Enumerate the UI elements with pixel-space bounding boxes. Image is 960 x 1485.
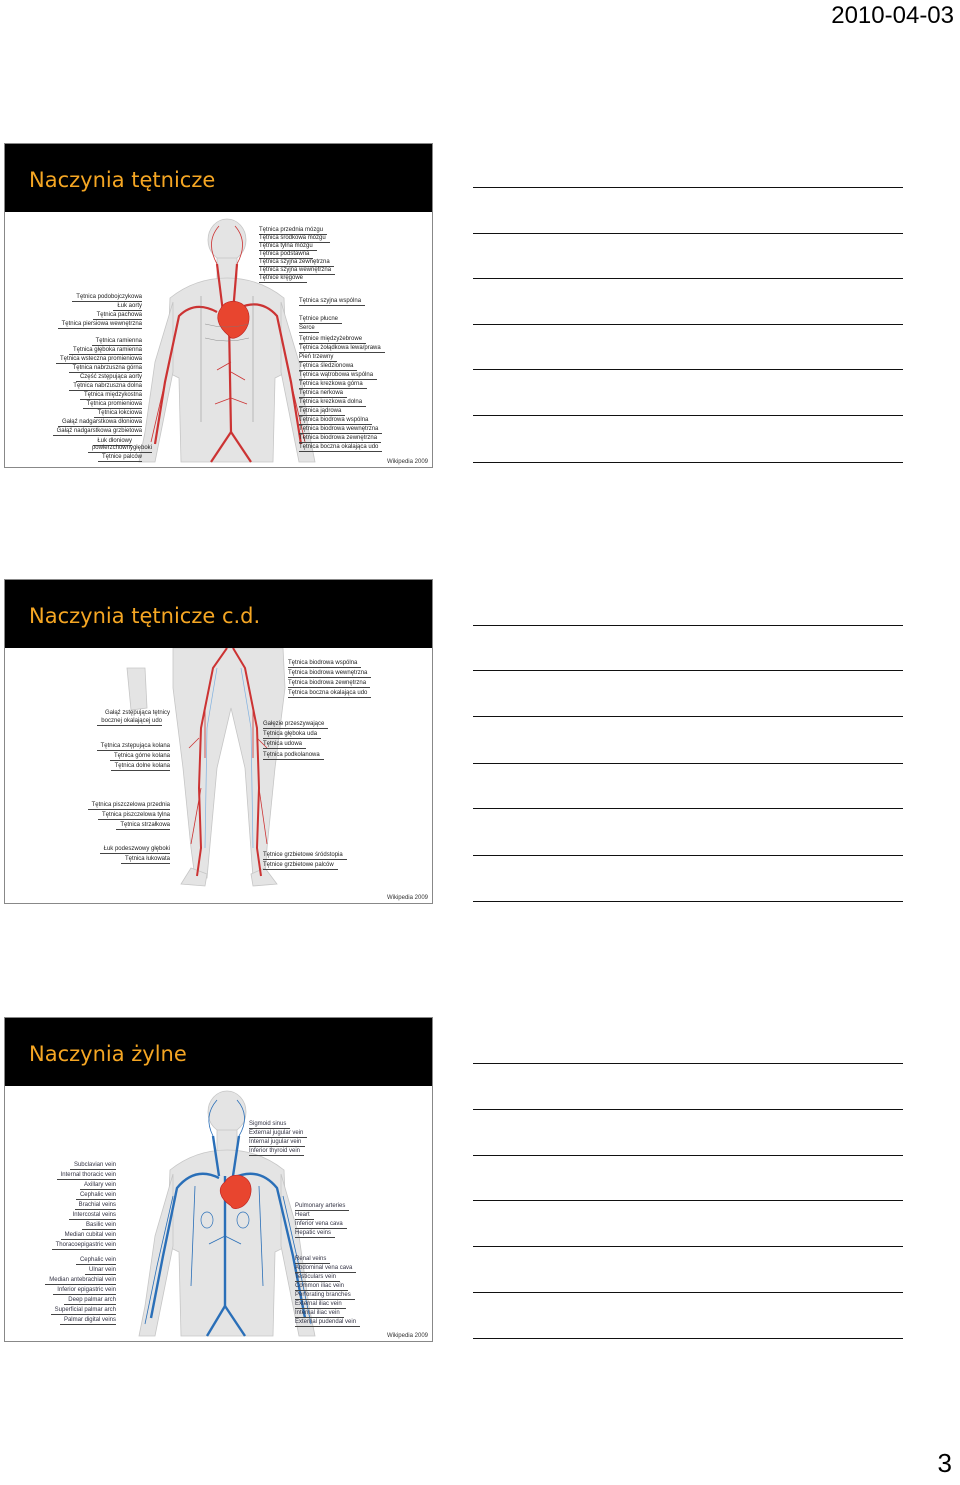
label-tetnica-tylna-mozgu: Tętnica tylna mózgu [259, 243, 313, 249]
label-tetnica-szyjna-wspolna: Tętnica szyjna wspólna [299, 298, 362, 304]
label-biodrowa-wewnetrzna: Tętnica biodrowa wewnętrzna [288, 670, 368, 676]
label-sigmoid-sinus: Sigmoid sinus [249, 1121, 287, 1127]
label-perforating-branches: Perforating branches [295, 1292, 351, 1298]
label-tetnica-ramienna: Tętnica ramienna [95, 338, 142, 344]
label-serce: Serce [299, 325, 315, 331]
note-line [473, 901, 903, 902]
note-line [473, 415, 903, 416]
page-date: 2010-04-03 [831, 2, 954, 29]
label-inferior-thyroid-vein: Inferior thyroid vein [249, 1148, 301, 1154]
label-strzalkowa: Tętnica strzałkowa [120, 822, 170, 828]
label-gleboka-uda: Tętnica głęboka uda [263, 731, 318, 737]
note-line [473, 233, 903, 234]
note-line [473, 1338, 903, 1339]
note-line [473, 1246, 903, 1247]
label-internal-jugular-vein: Internal jugular vein [249, 1139, 302, 1145]
label-tetnica-udowa: Tętnica udowa [263, 741, 303, 747]
slide-title-bar [5, 144, 432, 212]
label-ulnar-vein: Ulnar vein [88, 1267, 116, 1273]
label-external-pudendal-vein: External pudendal vein [295, 1319, 357, 1325]
note-line [473, 187, 903, 188]
page-number: 3 [937, 1448, 952, 1478]
label-tetnica-szyjna-wewnetrzna: Tętnica szyjna wewnętrzna [259, 267, 332, 273]
label-tetnica-piersiowa-wewnetrzna: Tętnica piersiowa wewnętrzna [61, 321, 142, 327]
label-brachial-veins: Brachial veins [78, 1202, 116, 1208]
label-tetnice-palcow: Tętnice palców [101, 454, 142, 460]
note-line [473, 716, 903, 717]
slide-title: Naczynia tętnicze c.d. [29, 604, 261, 628]
label-tetnica-boczna-okalajaca-udo: Tętnica boczna okalająca udo [299, 444, 379, 450]
note-line [473, 1109, 903, 1110]
label-tetnica-podstawna: Tętnica podstawna [259, 251, 310, 257]
label-tetnica-nabrzuszna-gorna: Tętnica nabrzuszna górna [72, 365, 142, 371]
note-line [473, 324, 903, 325]
image-credit: Wikipedia 2009 [386, 459, 428, 465]
label-external-iliac-vein: External iliac vein [295, 1301, 342, 1307]
note-line [473, 1155, 903, 1156]
label-abdominal-vena-cava: Abdominal vena cava [295, 1265, 353, 1271]
label-powierzchowny-gleboki: powierzchownygłęboki [91, 445, 152, 451]
label-galaz-zstepujaca-2: bocznej okalającej udo [101, 718, 162, 724]
slide-title: Naczynia tętnicze [29, 168, 216, 192]
label-tetnica-miedzykostna: Tętnica międzykostna [83, 392, 142, 398]
label-tetnica-krezkowa-gorna: Tętnica krezkowa górna [299, 381, 363, 387]
label-luk-aorty: Łuk aorty [117, 303, 142, 309]
label-galaz-nadgarstkowa-dloniowa: Gałąź nadgarstkowa dłoniowa [61, 419, 142, 425]
slide-veins [4, 1017, 433, 1342]
label-thoracoepigastric-vein: Thoracoepigastric vein [55, 1242, 116, 1248]
label-tetnica-srodkowa-mozgu: Tętnica środkowa mózgu [259, 235, 326, 241]
note-line [473, 763, 903, 764]
label-tetnica-przednia-mozgu: Tętnica przednia mózgu [259, 227, 324, 233]
label-tetnice-kregowe: Tętnice kręgowe [259, 275, 304, 281]
label-cephalic-vein-lower: Cephalic vein [79, 1257, 116, 1263]
label-deep-palmar-arch: Deep palmar arch [68, 1297, 116, 1303]
label-median-cubital-vein: Median cubital vein [64, 1232, 116, 1238]
label-tetnica-gleboka-ramienna: Tętnica głęboka ramienna [72, 347, 142, 353]
label-galaz-nadgarstkowa-grzbietowa: Gałąź nadgarstkowa grzbietowa [56, 428, 142, 434]
label-tetnica-pachowa: Tętnica pachowa [96, 312, 142, 318]
label-internal-iliac-vein: Internal iliac vein [295, 1310, 340, 1316]
label-superficial-palmar-arch: Superficial palmar arch [54, 1307, 116, 1313]
label-inferior-epigastric-vein: Inferior epigastric vein [57, 1287, 116, 1293]
label-axillary-vein: Axillary vein [83, 1182, 116, 1188]
label-biodrowa-wspolna: Tętnica biodrowa wspólna [288, 660, 358, 666]
label-tetnica-watrobowa-wspolna: Tętnica wątrobowa wspólna [299, 372, 374, 378]
slide-arteries [4, 143, 433, 468]
label-luk-podeszwowy: Łuk podeszwowy głęboki [103, 846, 170, 852]
label-external-jugular-vein: External jugular vein [249, 1130, 304, 1136]
label-tetnica-podkolanowa: Tętnica podkolanowa [263, 752, 320, 758]
label-tetnica-sledzionowa: Tętnica śledzionowa [299, 363, 354, 369]
label-tetnica-wsteczna-promieniowa: Tętnica wsteczna promieniowa [59, 356, 142, 362]
note-line [473, 808, 903, 809]
label-grzbietowe-srodstopia: Tętnice grzbietowe śródstopia [263, 852, 343, 858]
label-tetnica-zoladkowa: Tętnica żołądkowa lewa/prawa [299, 345, 381, 351]
note-line [473, 369, 903, 370]
leg-arteries-diagram [5, 648, 432, 903]
label-piszczelowa-tylna: Tętnica piszczelowa tylna [101, 812, 170, 818]
label-common-iliac-vein: Common iliac vein [295, 1283, 345, 1289]
note-line [473, 1200, 903, 1201]
label-testiculars-vein: Testiculars vein [295, 1274, 337, 1280]
note-line [473, 278, 903, 279]
slide-arteries-continued [4, 579, 433, 904]
label-tetnica-biodrowa-wewnetrzna: Tętnica biodrowa wewnętrzna [299, 426, 379, 432]
label-inferior-vena-cava: Inferior vena cava [295, 1221, 343, 1227]
note-line [473, 855, 903, 856]
label-basilic-vein: Basilic vein [85, 1222, 116, 1228]
note-line [473, 1063, 903, 1064]
label-galezie-przeszywajace: Gałęzie przeszywające [263, 721, 325, 727]
note-line [473, 625, 903, 626]
label-tetnica-podobojczykowa: Tętnica podobojczykowa [76, 294, 142, 300]
slide-title-bar [5, 580, 432, 648]
label-luk-dloniowy: Łuk dłoniowy [97, 438, 132, 444]
label-zstepujaca-kolana: Tętnica zstępująca kolana [100, 743, 170, 749]
label-tetnica-lokciowa: Tętnica łokciowa [97, 410, 142, 416]
label-boczna-okalajaca-udo: Tętnica boczna okalająca udo [288, 690, 368, 696]
label-tetnica-promieniowa: Tętnica promieniowa [86, 401, 142, 407]
label-tetnica-nerkowa: Tętnica nerkowa [299, 390, 344, 396]
label-cephalic-vein-upper: Cephalic vein [79, 1192, 116, 1198]
note-line [473, 670, 903, 671]
label-hepatic-veins: Hepatic veins [295, 1230, 332, 1236]
label-piszczelowa-przednia: Tętnica piszczelowa przednia [91, 802, 170, 808]
label-subclavian-vein: Subclavian vein [73, 1162, 116, 1168]
slide-title: Naczynia żylne [29, 1042, 187, 1066]
label-dolne-kolana: Tętnica dolne kolana [114, 763, 170, 769]
label-tetnica-jadrowa: Tętnica jądrowa [299, 408, 342, 414]
label-median-antebrachial-vein: Median antebrachial vein [49, 1277, 116, 1283]
label-tetnica-lukowata: Tętnica łukowata [124, 856, 170, 862]
slide-title-bar [5, 1018, 432, 1086]
label-intercostal-veins: Intercostal veins [72, 1212, 116, 1218]
label-tetnica-szyjna-zewnetrzna: Tętnica szyjna zewnętrzna [259, 259, 330, 265]
arteries-diagram [5, 212, 432, 467]
label-internal-thoracic-vein: Internal thoracic vein [60, 1172, 116, 1178]
label-heart: Heart [295, 1212, 310, 1218]
image-credit: Wikipedia 2009 [386, 1333, 428, 1339]
label-palmar-digital-veins: Palmar digital veins [63, 1317, 116, 1323]
label-tetnica-krezkowa-dolna: Tętnica krezkowa dolna [299, 399, 363, 405]
note-line [473, 462, 903, 463]
label-tetnice-plucne: Tętnice płucne [299, 316, 339, 322]
label-tetnica-biodrowa-zewnetrzna: Tętnica biodrowa zewnętrzna [299, 435, 378, 441]
veins-diagram [5, 1086, 432, 1341]
label-tetnica-biodrowa-wspolna: Tętnica biodrowa wspólna [299, 417, 369, 423]
image-credit: Wikipedia 2009 [386, 895, 428, 901]
label-grzbietowe-palcow: Tętnice grzbietowe palców [263, 862, 334, 868]
label-gorne-kolana: Tętnica górne kolana [113, 753, 170, 759]
label-czesc-zstepujaca-aorty: Część zstępująca aorty [79, 374, 142, 380]
label-galaz-zstepujaca-1: Gałąź zstępująca tętnicy [105, 710, 171, 716]
label-renal-veins: Renal veins [295, 1256, 327, 1262]
label-tetnice-miedzyzebrowe: Tętnice międzyżebrowe [299, 336, 363, 342]
label-biodrowa-zewnetrzna: Tętnica biodrowa zewnętrzna [288, 680, 367, 686]
label-pulmonary-arteries: Pulmonary arteries [295, 1203, 346, 1209]
note-line [473, 1292, 903, 1293]
label-tetnica-nabrzuszna-dolna: Tętnica nabrzuszna dolna [73, 383, 142, 389]
label-pien-trzewny: Pień trzewny [299, 354, 334, 360]
